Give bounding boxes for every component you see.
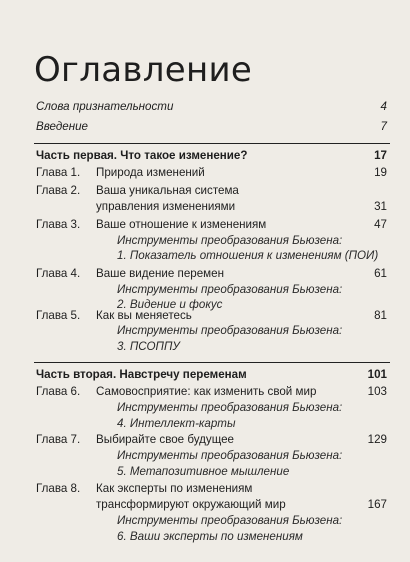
tool-heading: Инструменты преобразования Бьюзена: [117, 401, 343, 414]
chapter-title-cont: управления изменениями [96, 200, 236, 213]
tool-heading: Инструменты преобразования Бьюзена: [117, 234, 343, 247]
tool-item: 1. Показатель отношения к изменениям (ПОИ) [117, 249, 379, 262]
tool-item: 6. Ваши эксперты по изменениям [117, 530, 303, 543]
part-title: Часть первая. Что такое изменение? [36, 149, 248, 162]
page-number: 103 [367, 385, 387, 398]
page-number: 7 [380, 120, 387, 133]
chapter-title: Выбирайте свое будущее [96, 433, 235, 446]
divider-rule [34, 362, 390, 363]
page-title: Оглавление [34, 50, 253, 90]
chapter-label: Глава 8. [36, 482, 81, 495]
page-number: 129 [367, 433, 387, 446]
page-number: 61 [374, 267, 387, 280]
chapter-label: Глава 1. [36, 166, 81, 179]
chapter-label: Глава 6. [36, 385, 81, 398]
page-number: 101 [367, 368, 387, 381]
entry-title: Слова признательности [36, 100, 174, 113]
entry-title: Введение [36, 120, 88, 133]
page-number: 167 [367, 498, 387, 511]
tool-item: 4. Интеллект-карты [117, 417, 236, 430]
tool-item: 2. Видение и фокус [117, 298, 223, 311]
chapter-title: Ваша уникальная система [96, 184, 239, 197]
page-number: 4 [380, 100, 387, 113]
chapter-title: Ваше видение перемен [96, 267, 224, 280]
page-number: 47 [374, 218, 387, 231]
chapter-label: Глава 5. [36, 309, 81, 322]
chapter-label: Глава 2. [36, 184, 81, 197]
tool-heading: Инструменты преобразования Бьюзена: [117, 283, 343, 296]
divider-rule [34, 143, 390, 144]
tool-heading: Инструменты преобразования Бьюзена: [117, 449, 343, 462]
chapter-title: Самовосприятие: как изменить свой мир [96, 385, 317, 398]
chapter-label: Глава 3. [36, 218, 81, 231]
chapter-title: Природа изменений [96, 166, 205, 179]
chapter-label: Глава 7. [36, 433, 81, 446]
tool-heading: Инструменты преобразования Бьюзена: [117, 324, 343, 337]
part-title: Часть вторая. Навстречу переменам [36, 368, 247, 381]
chapter-title-cont: трансформируют окружающий мир [96, 498, 286, 511]
page-number: 81 [374, 309, 387, 322]
page-number: 19 [374, 166, 387, 179]
page-number: 17 [374, 149, 387, 162]
tool-item: 5. Метапозитивное мышление [117, 465, 290, 478]
tool-item: 3. ПСОППУ [117, 340, 180, 353]
chapter-title: Как вы меняетесь [96, 309, 192, 322]
page-number: 31 [374, 200, 387, 213]
chapter-title: Ваше отношение к изменениям [96, 218, 267, 231]
chapter-title: Как эксперты по изменениям [96, 482, 253, 495]
chapter-label: Глава 4. [36, 267, 81, 280]
tool-heading: Инструменты преобразования Бьюзена: [117, 514, 343, 527]
